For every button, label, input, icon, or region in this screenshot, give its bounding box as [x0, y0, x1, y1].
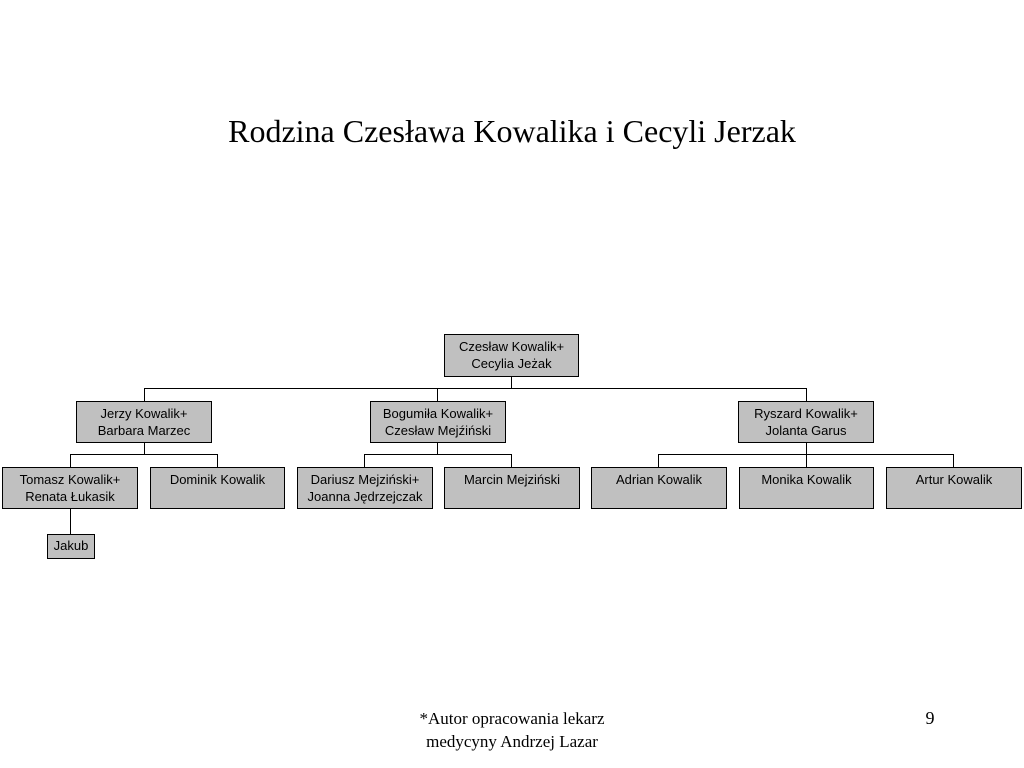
slide-title: Rodzina Czesława Kowalika i Cecyli Jerzak: [228, 113, 796, 149]
person-box-tomasz-renata: [2, 467, 138, 509]
person-box-jakub: [47, 534, 95, 559]
person-name: Monika Kowalik: [761, 472, 852, 487]
person-box-marcin: [444, 467, 580, 509]
page-number: 9: [925, 708, 935, 728]
person-name: Czesław Kowalik+: [458, 339, 565, 354]
person-box-adrian: [591, 467, 727, 509]
person-box-czeslaw-cecylia: [444, 334, 579, 377]
person-name: Dominik Kowalik: [169, 472, 266, 487]
person-box-jerzy-barbara: [76, 401, 212, 443]
spouse-name: Barbara Marzec: [97, 423, 191, 438]
person-box-ryszard-jolanta: [738, 401, 874, 443]
person-box-artur: [886, 467, 1022, 509]
author-note-line: medycyny Andrzej Lazar: [426, 732, 598, 751]
person-name: Jakub: [53, 538, 89, 553]
spouse-name: Czesław Mejźiński: [384, 423, 492, 438]
spouse-name: Jolanta Garus: [765, 423, 847, 438]
person-box-dominik: [150, 467, 285, 509]
person-name: Adrian Kowalik: [616, 472, 702, 487]
author-note-line: *Autor opracowania lekarz: [419, 709, 605, 728]
spouse-name: Joanna Jędrzejczak: [307, 489, 423, 504]
spouse-name: Cecylia Jeżak: [471, 356, 552, 371]
person-name: Ryszard Kowalik+: [754, 406, 858, 421]
person-name: Marcin Mejziński: [463, 472, 561, 487]
author-note: [362, 707, 662, 753]
person-box-dariusz-joanna: [297, 467, 433, 509]
spouse-name: Renata Łukasik: [25, 489, 115, 504]
person-name: Dariusz Mejziński+: [310, 472, 420, 487]
person-box-monika: [739, 467, 874, 509]
person-box-bogumila-czeslaw: [370, 401, 506, 443]
person-name: Jerzy Kowalik+: [100, 406, 188, 421]
person-name: Tomasz Kowalik+: [19, 472, 121, 487]
person-name: Artur Kowalik: [915, 472, 993, 487]
person-name: Bogumiła Kowalik+: [382, 406, 494, 421]
